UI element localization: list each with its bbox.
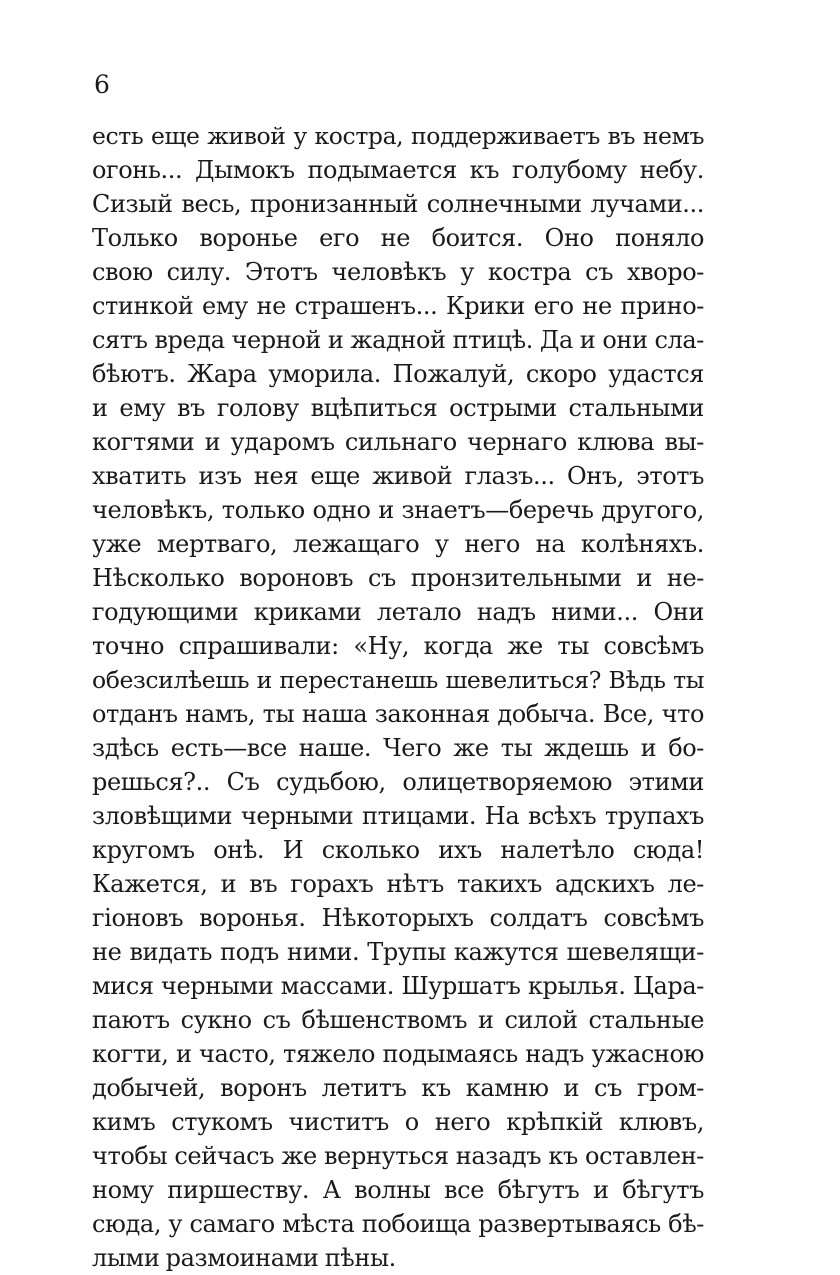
text-line: чтобы сейчасъ же вернуться назадъ къ оставлен- bbox=[92, 1142, 704, 1170]
text-line: решься?.. Съ судьбою, олицетворяемою этими bbox=[92, 768, 704, 796]
text-line: когти, и часто, тяжело подымаясь надъ ужасною bbox=[92, 1040, 704, 1068]
text-line: человѣкъ, только одно и знаетъ—беречь другого, bbox=[92, 496, 704, 524]
text-line: точно спрашивали: «Ну, когда же ты совсѣмъ bbox=[92, 632, 704, 660]
text-line: Сизый весь, пронизанный солнечными лучами... bbox=[92, 190, 704, 218]
text-line: хватить изъ нея еще живой глазъ... Онъ, этотъ bbox=[92, 462, 704, 490]
text-line: добычей, воронъ летитъ къ камню и съ гром- bbox=[92, 1074, 704, 1102]
text-line: не видать подъ ними. Трупы кажутся шевелящи- bbox=[92, 938, 704, 966]
text-line: ному пиршеству. А волны все бѣгутъ и бѣгутъ bbox=[92, 1176, 704, 1204]
text-line: зловѣщими черными птицами. На всѣхъ трупахъ bbox=[92, 802, 704, 830]
text-line: здѣсь есть—все наше. Чего же ты ждешь и бо- bbox=[92, 734, 704, 762]
text-line: Только воронье его не боится. Оно поняло bbox=[92, 224, 704, 252]
text-line: кругомъ онѣ. И сколько ихъ налетѣло сюда! bbox=[92, 836, 704, 864]
text-line: огонь... Дымокъ подымается къ голубому небу. bbox=[92, 156, 704, 184]
text-line: бѣютъ. Жара уморила. Пожалуй, скоро удастся bbox=[92, 360, 704, 388]
text-line: стинкой ему не страшенъ... Крики его не прино- bbox=[92, 292, 704, 320]
text-line: Нѣсколько вороновъ съ пронзительными и не- bbox=[92, 564, 704, 592]
text-line: Кажется, и въ горахъ нѣтъ такихъ адскихъ ле- bbox=[92, 870, 704, 898]
text-line: и ему въ голову вцѣпиться острыми стальными bbox=[92, 394, 704, 422]
text-line: обезсилѣешь и перестанешь шевелиться? Вѣдь ты bbox=[92, 666, 704, 694]
text-line: кимъ стукомъ чиститъ о него крѣпкій клювъ, bbox=[92, 1108, 704, 1136]
text-line: паютъ сукно съ бѣшенствомъ и силой стальные bbox=[92, 1006, 704, 1034]
body-text bbox=[92, 119, 704, 1275]
text-line: уже мертваго, лежащаго у него на колѣняхъ. bbox=[92, 530, 704, 558]
text-line: годующими криками летало надъ ними... Они bbox=[92, 598, 704, 626]
text-line: свою силу. Этотъ человѣкъ у костра съ хворо- bbox=[92, 258, 704, 286]
text-line: есть еще живой у костра, поддерживаетъ въ немъ bbox=[92, 122, 704, 150]
text-line: сятъ вреда черной и жадной птицѣ. Да и они сла- bbox=[92, 326, 704, 354]
text-line: гіоновъ воронья. Нѣкоторыхъ солдатъ совсѣмъ bbox=[92, 904, 704, 932]
page-number: 6 bbox=[94, 70, 110, 99]
text-line: мися черными массами. Шуршатъ крылья. Цара- bbox=[92, 972, 704, 1000]
text-line: когтями и ударомъ сильнаго чернаго клюва вы- bbox=[92, 428, 704, 456]
text-line: лыми размоинами пѣны. bbox=[92, 1244, 396, 1272]
text-line: отданъ намъ, ты наша законная добыча. Все, что bbox=[92, 700, 704, 728]
text-line: сюда, у самаго мѣста побоища развертываясь бѣ- bbox=[92, 1210, 704, 1238]
